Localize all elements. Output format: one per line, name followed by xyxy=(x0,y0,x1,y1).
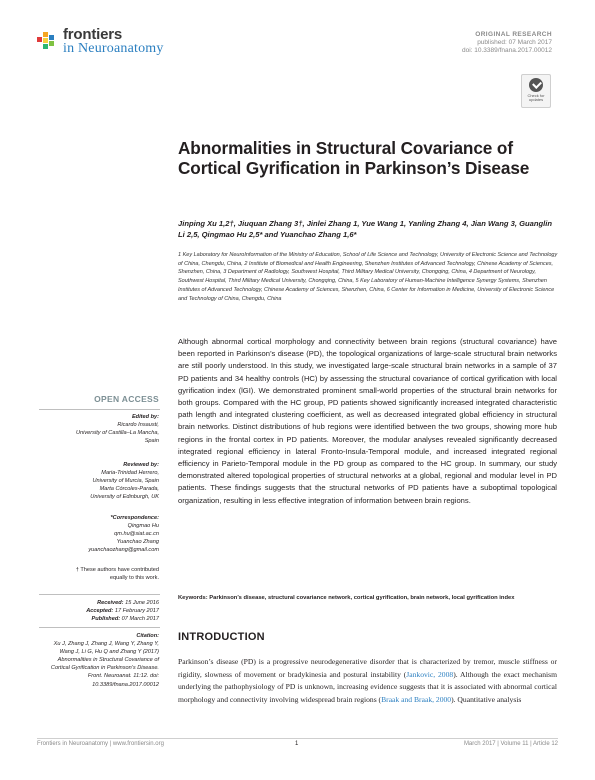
sidebar-divider xyxy=(39,594,160,595)
received-date: 15 June 2016 xyxy=(125,600,159,606)
citation-block xyxy=(19,632,159,689)
badge-text-1: Check for xyxy=(527,93,545,98)
doi-link[interactable]: doi: 10.3389/fnana.2017.00012 xyxy=(461,47,552,54)
edited-by-block xyxy=(19,413,159,445)
article-type: ORIGINAL RESEARCH xyxy=(475,31,552,38)
accepted-label: Accepted: xyxy=(86,608,114,615)
reviewer-name: Maria-Trinidad Herrero, xyxy=(101,470,159,477)
editor-name: Ricardo Insausti, xyxy=(117,422,159,429)
article-title: Abnormalities in Structural Covariance of Cortical Gyrification in Parkinson’s Disease xyxy=(178,138,530,178)
reviewer-affiliation: University of Edinburgh, UK xyxy=(90,494,159,501)
footer-issue-info: March 2017 | Volume 11 | Article 12 xyxy=(463,741,558,747)
accepted-date: 17 February 2017 xyxy=(114,608,159,615)
reference-link[interactable]: Jankovic, 2008 xyxy=(406,669,454,679)
dates-block xyxy=(19,599,159,623)
author-email-link[interactable]: qm.hu@siat.ac.cn xyxy=(114,531,159,538)
corresponding-author: Qingmao Hu xyxy=(127,523,159,530)
reviewed-by-label: Reviewed by: xyxy=(123,462,159,468)
published-date: published: 07 March 2017 xyxy=(477,39,552,46)
correspondence-block xyxy=(19,514,159,554)
equal-contribution-note: † These authors have contributed equally to this work. xyxy=(75,567,159,582)
affiliations: 1 Key Laboratory for NeuroInformation of the Ministry of Education, School of Life Science and Technology, University of Electronic Science and Technology of China, Chengdu, China, 2 Institute of Biomedical and Health Engineering, Shenzhen Institutes of Advanced Technology, Chinese Academy of Sciences, Shenzhen, China, 3 Department of Radiology, Southwest Hospital, Third Military Medical University, Chongqing, China, 4 Department of Neurology, Southwest Hospital, Third Military Medical University, Chongqing, China, 5 Key Laboratory of Human-Machine Intelligence Synergy Systems, Shenzhen Institutes of Advanced Technology, Chinese Academy of Sciences, Shenzhen, China, 6 Center for Information in Medicine, University of Electronic Science and Technology of China, Chengdu, China xyxy=(178,252,558,302)
correspondence-label: *Correspondence: xyxy=(110,515,159,521)
published-label: Published: xyxy=(91,616,121,623)
sidebar-divider xyxy=(39,409,160,410)
article-meta xyxy=(462,31,552,55)
intro-text: ). Quantitative analysis xyxy=(451,695,522,705)
edited-by-label: Edited by: xyxy=(131,414,159,420)
corresponding-author: Yuanchao Zhang xyxy=(116,539,159,546)
author-email-link[interactable]: yuanchaozhang@gmail.com xyxy=(88,547,159,554)
journal-brand: frontiers xyxy=(63,26,123,43)
badge-text-2: updates xyxy=(528,97,544,102)
intro-paragraph xyxy=(178,656,557,707)
check-for-updates-button[interactable] xyxy=(521,74,551,108)
reference-link[interactable]: Braak and Braak, 2000 xyxy=(381,695,452,705)
page-number: 1 xyxy=(295,741,299,747)
published-date-side: 07 March 2017 xyxy=(121,616,159,623)
footer-divider xyxy=(37,738,558,739)
section-heading: INTRODUCTION xyxy=(178,631,265,643)
editor-affiliation: University of Castilla–La Mancha, xyxy=(75,430,159,437)
reviewed-by-block xyxy=(19,461,159,501)
keywords: Keywords: Parkinson’s disease, structural covariance network, cortical gyrification, brain network, local gyrification index xyxy=(178,595,515,601)
author-list: Jinping Xu 1,2†, Jiuquan Zhang 3†, Jinlei Zhang 1, Yue Wang 1, Yanling Zhang 4, Jian Wang 3, Guanglin Li 2,5, Qingmao Hu 2,5* and Yuanchao Zhang 1,6* xyxy=(178,219,552,239)
received-label: Received: xyxy=(97,600,124,606)
citation-text: Xu J, Zhang J, Zhang J, Wang Y, Zhang Y, Wang J, Li G, Hu Q and Zhang Y (2017) Abnormalities in Structural Covariance of Cortical Gyrification in Parkinson’s Disease. Front. Neuroanat. 11:12. doi: 10.3389/fnana.2017.00012 xyxy=(50,641,159,688)
citation-label: Citation: xyxy=(136,633,159,639)
intro-text: Parkinson’s disease (PD) is a progressive neurodegenerative disorder that is characterized by tremor, muscle stiffness or rigidity, slowness of movement or bradykinesia and postural instability ( xyxy=(178,657,557,679)
reviewer-name: Marta Córcoles-Parada, xyxy=(99,486,159,493)
frontiers-logo-icon xyxy=(37,30,59,50)
sidebar-divider xyxy=(39,627,160,628)
editor-country: Spain xyxy=(144,438,159,445)
open-access-label: OPEN ACCESS xyxy=(94,394,159,404)
check-icon xyxy=(529,78,543,92)
footer-journal-link[interactable]: Frontiers in Neuroanatomy | www.frontiersin.org xyxy=(37,741,164,747)
reviewer-affiliation: University of Murcia, Spain xyxy=(92,478,159,485)
journal-name: in Neuroanatomy xyxy=(63,41,164,56)
abstract: Although abnormal cortical morphology and connectivity between brain regions (structural covariance) have been reported in Parkinson’s disease (PD), the topological organizations of large-scale structural brain networks are still poorly understood. In this study, we investigated large-scale structural brain networks in a sample of 37 PD patients and 34 healthy controls (HC) by assessing the structural covariance of cortical gyrification with local gyrification index (lGI). We demonstrated prominent small-world properties of the structural brain networks for both groups. Compared with the HC group, PD patients showed significantly increased integrated characteristic path length and integrated clustering coefficient, as well as decreased integrated global efficiency in structural brain networks. Distinct distributions of hub regions were identified between the two groups, showing more hub regions in the frontal cortex in PD patients. Moreover, the modular analyses revealed significantly decreased integrated regional efficiency in lateral Fronto-Insula-Temporal module, and increased integrated regional efficiency in Parieto-Temporal module in the PD group as compared to the HC group. In summary, our study demonstrated altered topological properties of structural networks at a global, regional and modular level in PD patients. These findings suggests that the structural networks of PD patients have a suboptimal topological organization, resulting in less effective integration of information between brain regions. xyxy=(178,337,557,505)
intro-text: ). Although the exact mechanism underlying the pathophysiology of PD is unknown, increasing evidence suggests that it is associated with abnormal cortical morphology and connectivity involving widespread brain regions ( xyxy=(178,669,557,705)
